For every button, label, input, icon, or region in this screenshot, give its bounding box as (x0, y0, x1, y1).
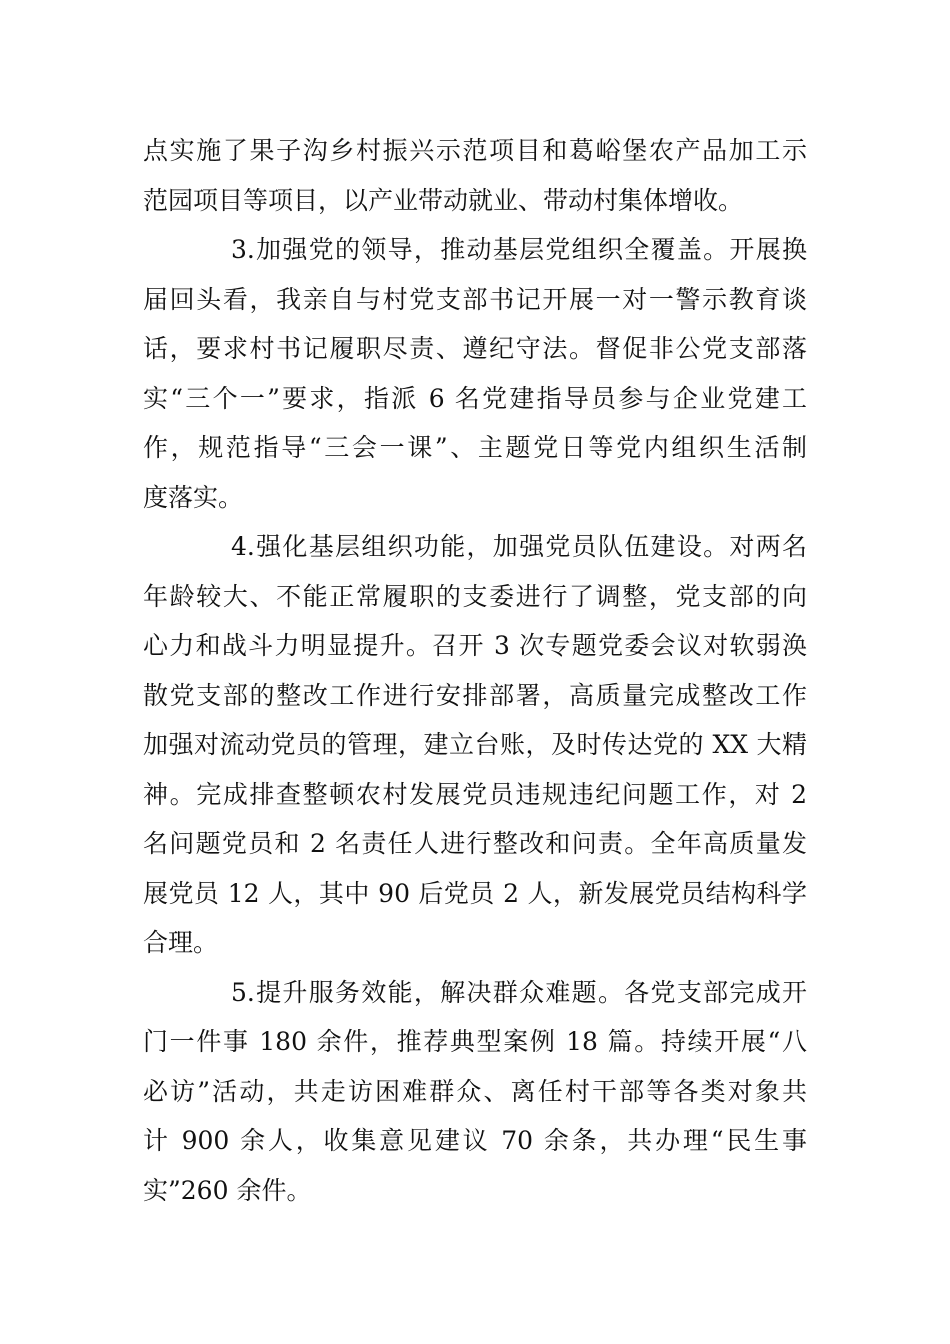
text-line: 实“三个一”要求，指派 6 名党建指导员参与企业党建工 (143, 383, 807, 413)
text-line: 展党员 12 人，其中 90 后党员 2 人，新发展党员结构科学 (143, 878, 807, 908)
text-line: 届回头看，我亲自与村党支部书记开展一对一警示教育谈 (143, 284, 807, 314)
paragraph-4-organization-function (143, 522, 807, 968)
text-line: 心力和战斗力明显提升。召开 3 次专题党委会议对软弱涣 (143, 631, 807, 660)
paragraph-heading-line: 3.加强党的领导，推动基层党组织全覆盖。开展换 (231, 235, 807, 264)
text-line: 年龄较大、不能正常履职的支委进行了调整，党支部的向 (143, 581, 807, 611)
text-line: 必访”活动，共走访困难群众、离任村干部等各类对象共 (143, 1076, 807, 1106)
text-line: 名问题党员和 2 名责任人进行整改和问责。全年高质量发 (143, 829, 807, 858)
text-line: 加强对流动党员的管理，建立台账，及时传达党的 XX 大精 (143, 730, 807, 759)
text-line: 门一件事 180 余件，推荐典型案例 18 篇。持续开展“八 (143, 1027, 807, 1056)
text-line: 散党支部的整改工作进行安排部署，高质量完成整改工作 (143, 680, 807, 710)
paragraph-heading-line: 5.提升服务效能，解决群众难题。各党支部完成开 (231, 977, 807, 1007)
text-line: 实”260 余件。 (143, 1175, 312, 1205)
document-body (143, 126, 807, 1215)
text-line: 话，要求村书记履职尽责、遵纪守法。督促非公党支部落 (143, 334, 807, 363)
text-line: 神。完成排查整顿农村发展党员违规违纪问题工作，对 2 (143, 779, 807, 809)
text-line: 合理。 (143, 928, 219, 957)
paragraph-5-service-efficiency (143, 968, 807, 1216)
paragraph-3-party-leadership (143, 225, 807, 522)
text-line: 计 900 余人，收集意见建议 70 余条，共办理“民生事 (143, 1126, 807, 1155)
text-line: 点实施了果子沟乡村振兴示范项目和葛峪堡农产品加工示 (143, 136, 807, 165)
text-line: 范园项目等项目，以产业带动就业、带动村集体增收。 (143, 185, 744, 215)
text-line: 度落实。 (143, 482, 244, 512)
paragraph-heading-line: 4.强化基层组织功能，加强党员队伍建设。对两名 (231, 532, 807, 561)
text-line: 作，规范指导“三会一课”、主题党日等党内组织生活制 (143, 433, 807, 462)
paragraph-continuation (143, 126, 807, 225)
